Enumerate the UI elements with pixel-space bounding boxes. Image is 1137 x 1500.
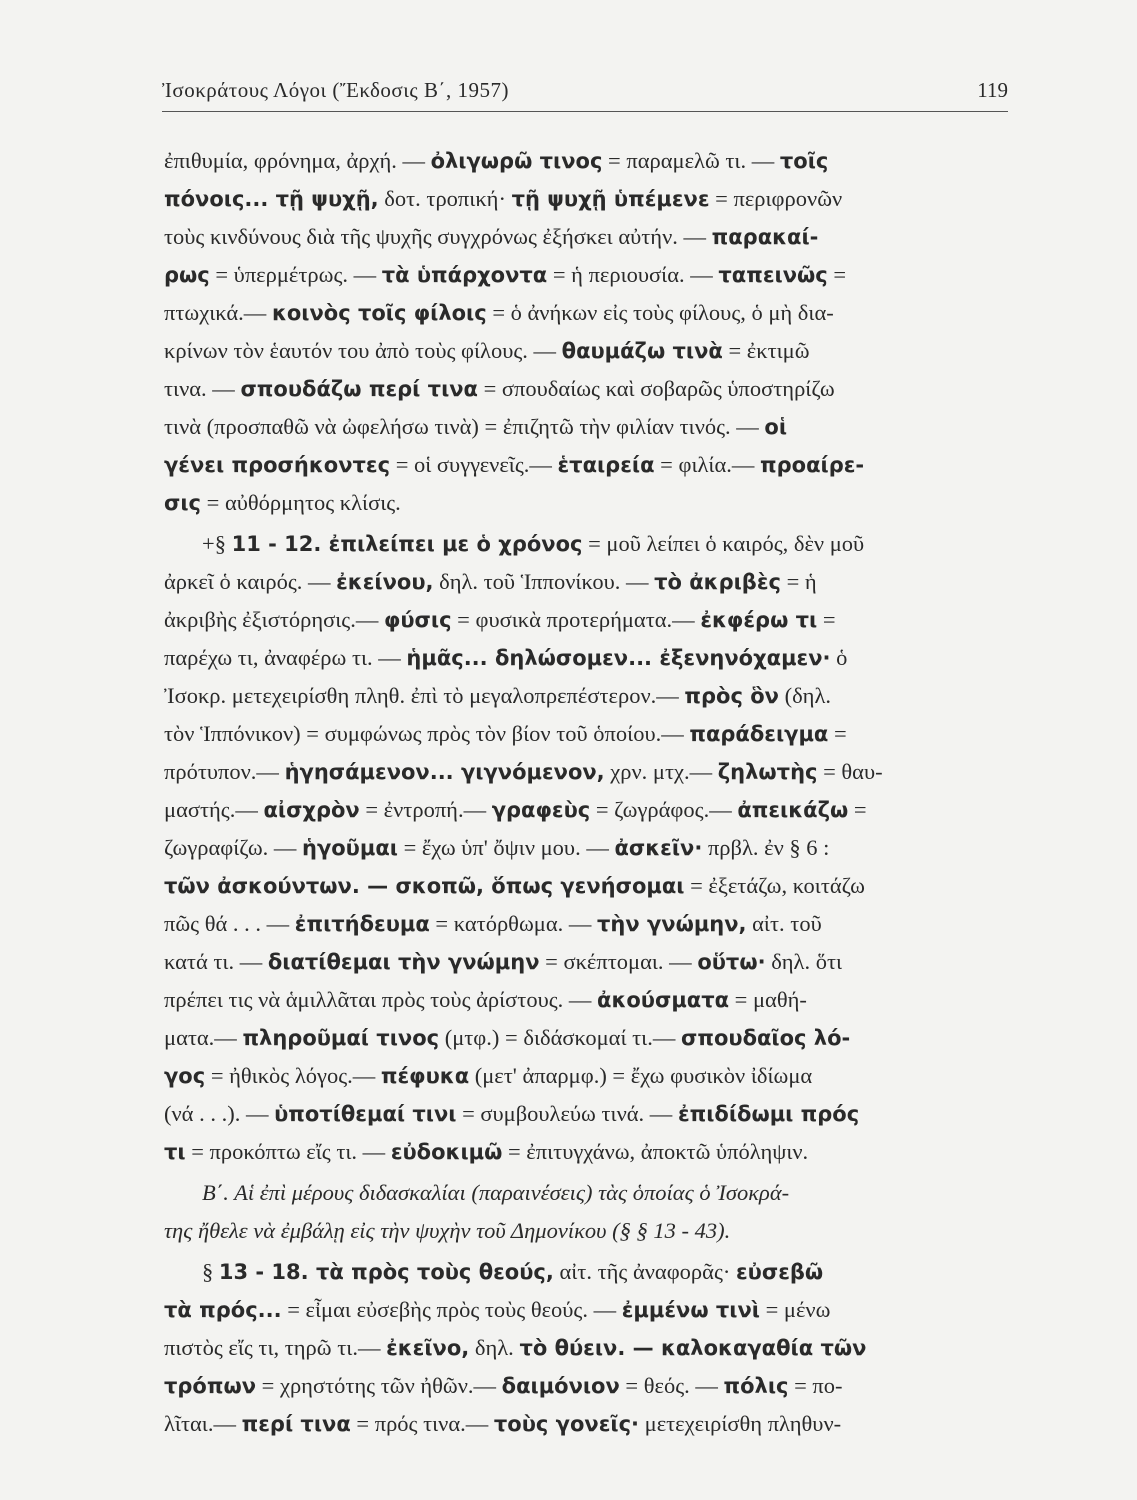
gloss-text: δηλ. ὅτι <box>765 949 843 974</box>
bold-term: ἐκεῖνο, <box>386 1336 470 1360</box>
bold-term: ἐκφέρω τι <box>700 608 818 632</box>
gloss-text: (νά . . .). — <box>164 1101 275 1126</box>
gloss-text: ἀκριβὴς ἐξιστόρησις.— <box>164 607 384 632</box>
text-line <box>164 565 1010 599</box>
text-line <box>164 907 1010 941</box>
gloss-text: αἰτ. τοῦ <box>746 911 822 936</box>
gloss-text: = <box>848 797 867 822</box>
gloss-text: § <box>202 1259 219 1284</box>
bold-term: 13 - 18. τὰ πρὸς τοὺς θεούς, <box>218 1260 554 1284</box>
gloss-text: = ἡ περιουσία. — <box>547 262 719 287</box>
gloss-text: λῖται.— <box>164 1411 242 1436</box>
bold-term: διατίθεμαι τὴν γνώμην <box>267 950 540 974</box>
text-line <box>164 1293 1010 1327</box>
text-line <box>164 1021 1010 1055</box>
bold-term: τοῖς <box>779 149 829 173</box>
text-line <box>164 1214 1010 1248</box>
text-line <box>164 372 1010 406</box>
bold-term: τι <box>164 1140 186 1164</box>
gloss-text: = <box>828 721 847 746</box>
text-line <box>202 1255 1010 1289</box>
bold-term: ἀπεικάζω <box>737 798 849 822</box>
bold-term: ἡγοῦμαι <box>302 836 398 860</box>
bold-term: ἑταιρεία <box>557 453 655 477</box>
bold-term: γος <box>164 1064 206 1088</box>
gloss-text: (δηλ. <box>778 683 831 708</box>
gloss-text: = φιλία.— <box>654 452 761 477</box>
bold-term: θαυμάζω τινὰ <box>561 339 723 363</box>
bold-term: ἀσκεῖν· <box>614 836 703 860</box>
running-header <box>162 78 1008 108</box>
text-line <box>164 1059 1010 1093</box>
gloss-text: δοτ. τροπική· <box>378 186 512 211</box>
gloss-text: = φυσικὰ προτερήματα.— <box>451 607 701 632</box>
gloss-text: πρβλ. ἐν § 6 : <box>702 835 830 860</box>
gloss-text: πιστὸς εἴς τι, τηρῶ τι.— <box>164 1335 387 1360</box>
bold-term: οἱ <box>764 415 788 439</box>
text-line <box>164 144 1010 178</box>
bold-term: εὐδοκιμῶ <box>390 1140 503 1164</box>
gloss-text: +§ <box>202 531 232 556</box>
gloss-text: μετεχειρίσθη πληθυν- <box>639 1411 842 1436</box>
gloss-text: = ὑπερμέτρως. — <box>209 262 382 287</box>
gloss-text: (μετ' ἀπαρμφ.) = ἔχω φυσικὸν ἰδίωμα <box>469 1063 813 1088</box>
bold-term: ἐπιδίδωμι πρός <box>677 1102 860 1126</box>
text-line <box>164 1407 1010 1441</box>
gloss-text: ἐπιθυμία, φρόνημα, ἀρχή. — <box>164 148 431 173</box>
gloss-text: = <box>817 607 836 632</box>
bold-term: ἐμμένω τινὶ <box>621 1298 760 1322</box>
bold-term: 11 - 12. ἐπιλείπει με ὁ χρόνος <box>231 532 583 556</box>
bold-term: οὕτω· <box>697 950 766 974</box>
bold-term: τὴν γνώμην, <box>597 912 747 936</box>
running-title: Ἰσοκράτους Λόγοι (Ἔκδοσις Β΄, 1957) <box>162 78 509 102</box>
gloss-text: = μένω <box>759 1297 831 1322</box>
bold-term: ἐκείνου, <box>336 570 434 594</box>
gloss-text: τοὺς κινδύνους διὰ τῆς ψυχῆς συγχρόνως ἐξήσκει αὐτήν. — <box>164 224 712 249</box>
gloss-text: = πο- <box>788 1373 843 1398</box>
gloss-text: = θεός. — <box>619 1373 724 1398</box>
text-line <box>164 220 1010 254</box>
bold-term: σπουδάζω περί τινα <box>240 377 478 401</box>
bold-term: δαιμόνιον <box>501 1374 620 1398</box>
gloss-text: = σκέπτομαι. — <box>539 949 698 974</box>
gloss-text: τὸν Ἱππόνικον) = συμφώνως πρὸς τὸν βίον τοῦ ὁποίου.— <box>164 721 690 746</box>
gloss-text: ματα.— <box>164 1025 243 1050</box>
text-line <box>164 486 1010 520</box>
bold-term: τρόπων <box>164 1374 257 1398</box>
gloss-text: Ἰσοκρ. μετεχειρίσθη πληθ. ἐπὶ τὸ μεγαλοπρεπέστερον.— <box>164 683 685 708</box>
bold-term: ταπεινῶς <box>718 263 828 287</box>
bold-term: γένει προσήκοντες <box>164 453 391 477</box>
text-line <box>164 755 1010 789</box>
gloss-text: = προκόπτω εἴς τι. — <box>185 1139 391 1164</box>
text-line <box>164 983 1010 1017</box>
gloss-text: = ἐπιτυγχάνω, ἀποκτῶ ὑπόληψιν. <box>502 1139 809 1164</box>
bold-term: σις <box>164 491 201 515</box>
text-line <box>164 1369 1010 1403</box>
bold-term: τοὺς γονεῖς· <box>493 1412 639 1436</box>
gloss-text: = χρηστότης τῶν ἠθῶν.— <box>256 1373 502 1398</box>
bold-term: παράδειγμα <box>689 722 829 746</box>
bold-term: ὑποτίθεμαί τινι <box>274 1102 457 1126</box>
gloss-text: πτωχικά.— <box>164 300 272 325</box>
gloss-text: = παραμελῶ τι. — <box>602 148 780 173</box>
gloss-text: = ἡ <box>780 569 817 594</box>
gloss-text: δηλ. τοῦ Ἱππονίκου. — <box>433 569 655 594</box>
bold-term: ἐπιτήδευμα <box>294 912 430 936</box>
gloss-text: χρν. μτχ.— <box>604 759 718 784</box>
bold-term: ἡγησάμενον... γιγνόμενον, <box>284 760 605 784</box>
text-line <box>164 679 1010 713</box>
italic-heading-text: της ἤθελε νὰ ἐμβάλῃ εἰς τὴν ψυχὴν τοῦ Δημονίκου (§ § 13 - 43). <box>164 1218 731 1243</box>
text-line <box>164 1331 1010 1365</box>
text-line <box>164 641 1010 675</box>
text-line <box>164 831 1010 865</box>
bold-term: τὸ θύειν. — καλοκαγαθία τῶν <box>519 1336 867 1360</box>
bold-term: παρακαί- <box>711 225 819 249</box>
bold-term: φύσις <box>383 608 452 632</box>
gloss-text: = ὁ ἀνήκων εἰς τοὺς φίλους, ὁ μὴ δια- <box>486 300 834 325</box>
bold-term: γραφεὺς <box>491 798 591 822</box>
bold-term: τὸ ἀκριβὲς <box>654 570 781 594</box>
gloss-text: πρέπει τις νὰ ἁμιλλᾶται πρὸς τοὺς ἀρίστους. — <box>164 987 598 1012</box>
bold-term: τῇ ψυχῇ ὑπέμενε <box>511 187 710 211</box>
text-line <box>164 182 1010 216</box>
bold-term: αἰσχρὸν <box>263 798 360 822</box>
gloss-text: = αὐθόρμητος κλίσις. <box>201 490 401 515</box>
bold-term: ἡμᾶς... δηλώσομεν... ἐξενηνόχαμεν· <box>406 646 831 670</box>
gloss-text: = ἔχω ὑπ' ὄψιν μου. — <box>397 835 615 860</box>
bold-term: περί τινα <box>241 1412 351 1436</box>
gloss-text: δηλ. <box>469 1335 520 1360</box>
gloss-text: = πρός τινα.— <box>350 1411 494 1436</box>
text-line <box>164 1097 1010 1131</box>
gloss-text: κρίνων τὸν ἑαυτόν του ἀπὸ τοὺς φίλους. — <box>164 338 562 363</box>
text-line <box>164 258 1010 292</box>
bold-term: ἀκούσματα <box>597 988 730 1012</box>
gloss-text: = σπουδαίως καὶ σοβαρῶς ὑποστηρίζω <box>477 376 835 401</box>
gloss-text: αἰτ. τῆς ἀναφορᾶς· <box>553 1259 736 1284</box>
gloss-text: πρότυπον.— <box>164 759 285 784</box>
bold-term: ζηλωτὴς <box>717 760 818 784</box>
gloss-text: = ἐντροπή.— <box>359 797 492 822</box>
bold-term: τὰ πρός... <box>164 1298 282 1322</box>
gloss-text: = ἐξετάζω, κοιτάζω <box>684 873 865 898</box>
gloss-text: κατά τι. — <box>164 949 268 974</box>
gloss-text: (μτφ.) = διδάσκομαί τι.— <box>439 1025 681 1050</box>
header-rule <box>162 111 1008 112</box>
gloss-text: τινὰ (προσπαθῶ νὰ ὠφελήσω τινὰ) = ἐπιζητῶ τὴν φιλίαν τινός. — <box>164 414 765 439</box>
bold-term: ὀλιγωρῶ τινος <box>430 149 603 173</box>
gloss-text: παρέχω τι, ἀναφέρω τι. — <box>164 645 407 670</box>
text-line <box>164 869 1010 903</box>
gloss-text: πῶς θά . . . — <box>164 911 295 936</box>
bold-term: πόλις <box>723 1374 789 1398</box>
text-line <box>202 1176 1010 1210</box>
text-line <box>164 717 1010 751</box>
gloss-text: = <box>827 262 847 287</box>
gloss-text: μαστής.— <box>164 797 264 822</box>
gloss-text: τινα. — <box>164 376 241 401</box>
bold-term: κοινὸς τοῖς φίλοις <box>271 301 487 325</box>
bold-term: προαίρε- <box>760 453 865 477</box>
text-line <box>202 527 1010 561</box>
bold-term: εὐσεβῶ <box>735 1260 824 1284</box>
text-line <box>164 603 1010 637</box>
gloss-text: = μοῦ λείπει ὁ καιρός, δὲν μοῦ <box>582 531 865 556</box>
bold-term: πόνοις... τῇ ψυχῇ, <box>164 187 379 211</box>
text-line <box>164 296 1010 330</box>
bold-term: ρως <box>164 263 210 287</box>
bold-term: πέφυκα <box>380 1064 470 1088</box>
page-number: 119 <box>977 78 1008 102</box>
text-line <box>164 448 1010 482</box>
gloss-text: = κατόρθωμα. — <box>429 911 597 936</box>
gloss-text: = συμβουλεύω τινά. — <box>456 1101 678 1126</box>
gloss-text: ζωγραφίζω. — <box>164 835 302 860</box>
bold-term: τῶν ἀσκούντων. — σκοπῶ, ὅπως γενήσομαι <box>164 874 685 898</box>
italic-heading-text: Β΄. Αἱ ἐπὶ μέρους διδασκαλίαι (παραινέσεις) τὰς ὁποίας ὁ Ἰσοκρά- <box>202 1180 790 1205</box>
gloss-text: = εἶμαι εὐσεβὴς πρὸς τοὺς θεούς. — <box>281 1297 622 1322</box>
bold-term: τὰ ὑπάρχοντα <box>381 263 548 287</box>
text-line <box>164 334 1010 368</box>
gloss-text: = ἠθικὸς λόγος.— <box>205 1063 381 1088</box>
text-line <box>164 793 1010 827</box>
text-line <box>164 410 1010 444</box>
text-line <box>164 1135 1010 1169</box>
gloss-text: = οἱ συγγενεῖς.— <box>390 452 558 477</box>
gloss-text: = μαθή- <box>729 987 807 1012</box>
text-line <box>164 945 1010 979</box>
bold-term: πληροῦμαί τινος <box>242 1026 440 1050</box>
bold-term: πρὸς ὃν <box>684 684 779 708</box>
gloss-text: ὁ <box>830 645 848 670</box>
gloss-text: = περιφρονῶν <box>709 186 843 211</box>
bold-term: σπουδαῖος λό- <box>681 1026 851 1050</box>
gloss-text: ἀρκεῖ ὁ καιρός. — <box>164 569 337 594</box>
gloss-text: = ἐκτιμῶ <box>722 338 810 363</box>
gloss-text: = ζωγράφος.— <box>590 797 738 822</box>
gloss-text: = θαυ- <box>817 759 883 784</box>
